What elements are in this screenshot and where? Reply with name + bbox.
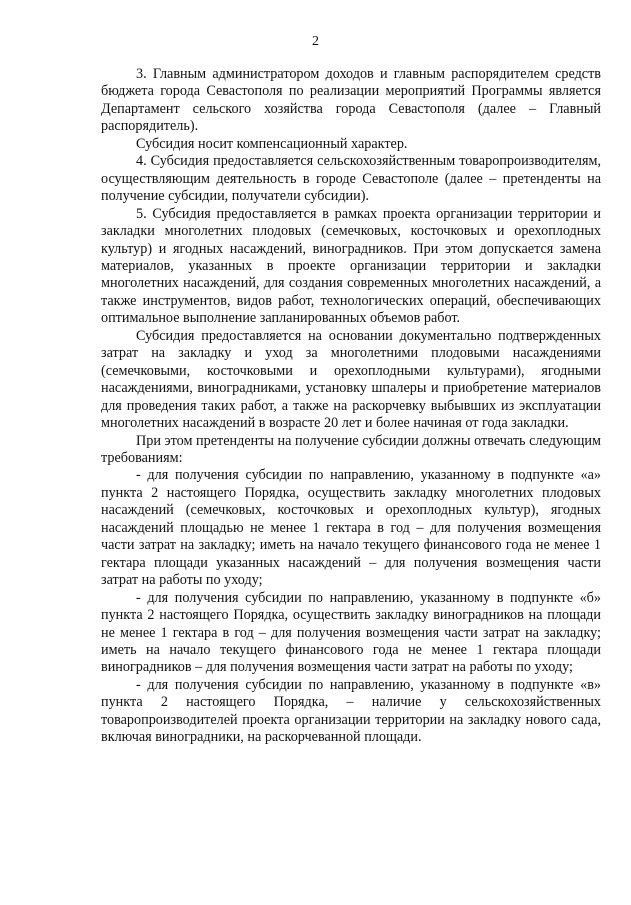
paragraph-compensation-nature: Субсидия носит компенсационный характер. <box>136 135 408 152</box>
paragraph-item-3-administrator: 3. Главным администратором доходов и главным распорядителем средств бюджета города Севастополя по реализации мероприятий Программы является Департамент сельского хозяйства города Севастополя (далее – Главный распорядитель). <box>101 66 601 135</box>
paragraph-item-4-recipients: 4. Субсидия предоставляется сельскохозяйственным товаропроизводителям, осуществляющим деятельность в городе Севастополе (далее – претенденты на получение субсидии, получатели субсидии). <box>101 153 601 205</box>
document-body <box>101 66 601 747</box>
paragraph-requirement-b: - для получения субсидии по направлению, указанному в подпункте «б» пункта 2 настоящего Порядка, осуществить закладку виноградников на площади не менее 1 гектара в год – для получения возмещения части затрат на закладку; иметь на начало текущего финансового года не менее 1 гектара площади виноградников – для получения возмещения части затрат на работы по уходу; <box>101 589 601 676</box>
paragraph-requirements-intro: При этом претенденты на получение субсидии должны отвечать следующим требованиям: <box>101 432 601 466</box>
page-number: 2 <box>312 34 319 49</box>
paragraph-subsidy-basis: Субсидия предоставляется на основании документально подтвержденных затрат на закладку и уход за многолетними плодовыми насаждениями (семечковыми, косточковыми и орехоплодными культурами), ягодными насаждениями, виноградниками, установку шпалеры и приобретение материалов для проведения таких работ, а также на раскорчевку выбывших из эксплуатации многолетних насаждений в возрасте 20 лет и более начиная от года закладки. <box>101 327 601 432</box>
paragraph-requirement-a: - для получения субсидии по направлению, указанному в подпункте «а» пункта 2 настоящего Порядка, осуществить закладку многолетних плодовых насаждений (семечковых, косточковых и орехоплодных культур), ягодных насаждений площадью не менее 1 гектара в год – для получения возмещения части затрат на закладку; иметь на начало текущего финансового года не менее 1 гектара площади указанных насаждений – для получения возмещения части затрат на работы по уходу; <box>101 467 601 589</box>
paragraph-item-5-project: 5. Субсидия предоставляется в рамках проекта организации территории и закладки многолетних плодовых (семечковых, косточковых и орехоплодных культур) и ягодных насаждений, виноградников. При этом допускается замена материалов, указанных в проекте организации территории и закладки многолетних насаждений, для создания современных многолетних насаждений, а также инструментов, видов работ, технологических операций, обеспечивающих оптимальное выполнение запланированных объемов работ. <box>101 205 601 327</box>
paragraph-requirement-v: - для получения субсидии по направлению, указанному в подпункте «в» пункта 2 настоящего Порядка, – наличие у сельскохозяйственных товаропроизводителей проекта организации территории на закладку нового сада, включая виноградники, на раскорчеванной площади. <box>101 676 601 746</box>
